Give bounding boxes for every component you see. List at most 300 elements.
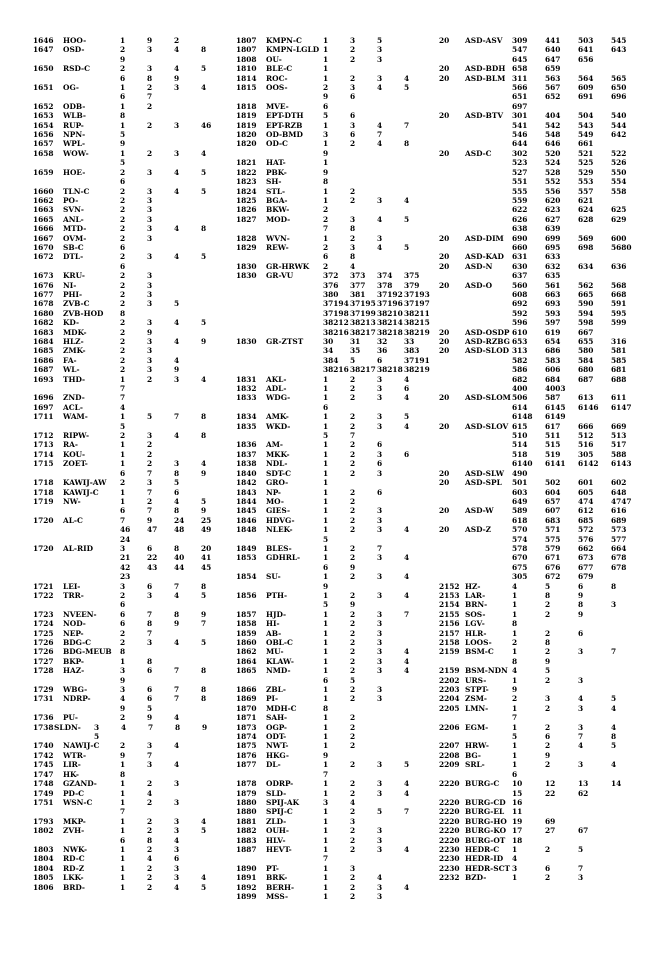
entry-code: 2207 [439,741,460,751]
entry-value: 2 [350,54,356,64]
value-row [512,328,611,337]
value-row [512,854,545,863]
entry-name: ASD-SLOM [465,393,511,403]
entry-value: 572 [578,525,594,535]
entry-name: PU- [63,713,78,723]
entry-value: 3 [377,844,383,854]
entry-name: BSM-NDN [465,666,508,676]
entry-value: 554 [611,177,627,187]
index-entry [236,422,432,441]
entry-value: 667 [578,327,594,337]
index-entry [33,741,229,750]
entry-value: 3 [377,891,383,901]
entry-value: 578 [512,543,528,553]
entry-name: BRN- [465,600,488,610]
entry-value: 2 [323,261,329,271]
entry-code: 1678 [33,299,54,309]
entry-code: 1890 [236,863,257,873]
entry-value: 3 [377,449,383,459]
entry-value: 1 [323,45,329,55]
entry-value: 3 [578,703,584,713]
entry-value: 6147 [611,402,632,412]
entry-value: 5 [201,252,207,262]
entry-value: 2 [350,722,356,732]
entry-code: 1827 [236,214,257,224]
value-row [323,779,431,788]
entry-code: 1815 [236,83,257,93]
entry-values [323,666,431,685]
entry-values [512,478,644,506]
entry-value: 5 [350,355,356,365]
entry-value: 2 [350,609,356,619]
index-entry [236,883,432,892]
index-entry [439,610,649,619]
entry-name: HRW- [465,741,489,751]
index-entry [33,883,229,892]
index-entry [33,403,229,412]
entry-value: 563 [545,73,561,83]
entry-code: 1814 [236,73,257,83]
entry-value: 38216 [323,365,349,375]
value-row [512,572,644,581]
index-entry [33,346,229,355]
value-row [120,64,228,73]
value-row [512,676,611,685]
entry-value: 6 [377,487,383,497]
entry-value: 2 [545,647,551,657]
entry-value: 640 [545,45,561,55]
entry-value: 501 [512,478,528,488]
entry-value: 5 [545,581,551,591]
value-row [323,732,377,741]
entry-code: 1846 [236,515,257,525]
entry-value: 38219 [404,365,430,375]
entry-value: 22 [545,788,556,798]
entry-values [323,393,431,412]
entry-value: 5 [174,299,180,309]
entry-value: 9 [120,703,126,713]
entry-name: BURG-OT [465,835,506,845]
entry-value: 648 [611,487,627,497]
entry-value: 568 [611,280,627,290]
entry-value: 3 [377,515,383,525]
entry-name: ASD-Z [465,525,492,535]
entry-value: 4 [404,656,410,666]
value-row [323,676,431,685]
value-row [323,215,431,224]
index-entry [439,741,649,750]
entry-name: HI- [266,619,280,629]
entry-value: 1 [323,638,329,647]
entry-value: 649 [512,496,528,506]
entry-code: 1687 [33,365,54,375]
entry-code: 1685 [33,346,54,356]
value-row [323,375,431,384]
value-row [120,45,228,54]
entry-value: 9 [147,713,153,723]
entry-value: 668 [611,289,627,299]
entry-value: 625 [611,205,627,215]
entry-value: 587 [545,393,561,403]
entry-code: 1870 [236,703,257,713]
entry-value: 6149 [545,412,566,422]
entry-name: SLDN- [54,722,81,732]
entry-value: 5 [545,666,551,676]
entry-value: 2 [545,873,551,883]
entry-value: 4 [404,590,410,600]
entry-value: 618 [512,515,528,525]
entry-value: 7 [147,609,153,619]
entry-value: 490 [512,468,528,478]
value-row [120,582,228,591]
value-row [120,553,228,562]
value-row [120,798,201,807]
entry-value: 2 [147,440,153,450]
entry-name: GDHRL- [266,553,301,563]
entry-value: 614 [512,402,528,412]
entry-values [512,591,611,600]
entry-value: 2 [147,826,153,836]
entry-values [512,807,545,816]
entry-code: 1843 [236,487,257,497]
entry-name: HOE- [63,167,86,177]
index-entry [33,36,229,45]
entry-values [120,187,228,196]
entry-value: 3 [147,280,153,290]
value-row [512,346,644,355]
entry-value: 7 [174,666,180,676]
entry-code: 1665 [33,214,54,224]
entry-value: 3 [147,355,153,365]
entry-value: 502 [545,478,561,488]
entry-value: 2 [350,459,356,469]
entry-name: NI- [63,280,77,290]
value-row [120,356,201,365]
entry-code: 1711 [33,412,54,422]
value-row [323,281,431,290]
entry-code: 20 [439,73,450,83]
entry-name: KRU- [63,271,85,281]
index-entry [236,262,432,271]
entry-value: 553 [578,177,594,187]
entry-name: BURG-EL [465,807,505,817]
index-entry [236,384,432,393]
entry-name: MVE- [266,101,289,111]
index-entry [236,525,432,544]
entry-values [323,102,350,111]
entry-code: 1660 [33,186,54,196]
entry-value: 588 [611,449,627,459]
entry-value: 627 [545,214,561,224]
entry-value: 1 [120,449,126,459]
entry-value: 4 [174,252,180,262]
entry-code: 1726 [33,647,54,657]
entry-values [120,826,228,845]
entry-value: 8 [350,252,356,262]
value-row [323,619,404,628]
entry-value: 9 [120,54,126,64]
index-entry [33,647,229,656]
entry-name: WDG- [266,393,291,403]
entry-name: HEDR-C [465,844,500,854]
entry-value: 37193 [404,289,430,299]
entry-value: 669 [611,421,627,431]
value-row [120,770,147,779]
index-entry [236,55,432,64]
entry-code: 1713 [33,440,54,450]
entry-value: 5 [147,412,153,422]
index-entry [236,807,432,816]
entry-value: 3 [377,506,383,516]
value-row [512,600,644,609]
entry-value: 1 [120,374,126,384]
entry-value: 4 [578,694,584,704]
index-entry [439,779,649,798]
entry-value: 8 [120,647,126,657]
entry-value: 515 [545,440,561,450]
index-entry [439,798,649,807]
entry-value: 4 [512,854,518,864]
entry-code: 1856 [236,590,257,600]
index-entry [236,544,432,553]
entry-value: 3 [377,685,383,695]
entry-value: 4747 [611,496,632,506]
entry-value: 513 [611,431,627,441]
entry-value: 2 [350,835,356,845]
entry-code: 1720 [33,515,54,525]
value-row [120,74,228,83]
entry-value: 7 [147,487,153,497]
index-entry [236,196,432,205]
entry-name: NAWIJ-C [63,741,100,751]
entry-value: 3 [377,525,383,535]
entry-value: 5 [201,590,207,600]
entry-value: 1 [323,374,329,384]
entry-value: 7 [578,732,584,742]
entry-value: 631 [512,252,528,262]
entry-name: OD-BMD [266,130,303,140]
entry-value: 9 [201,506,207,516]
entry-values [120,309,147,318]
entry-values [120,121,228,130]
index-entry [439,629,649,638]
entry-value: 6 [350,111,356,121]
index-entry [439,676,649,685]
entry-value: 3 [578,873,584,883]
entry-value: 2 [350,779,356,789]
entry-value: 602 [611,478,627,488]
entry-name: NVEEN- [63,609,97,619]
entry-name: ASD-BLM [465,73,506,83]
entry-code: 1821 [236,158,257,168]
entry-value: 31 [350,337,361,346]
entry-value: 1 [323,891,329,901]
value-row [323,102,350,111]
value-row [323,450,431,459]
entry-name: MSS- [266,891,289,901]
index-entry [33,337,229,346]
entry-name: RD-C [63,854,85,864]
entry-name: MO- [266,496,284,506]
entry-code: 1819 [236,111,257,121]
entry-values [512,666,578,675]
entry-value: 27 [545,826,556,836]
index-entry [439,845,649,854]
entry-value: 624 [578,205,594,215]
value-row [512,234,644,243]
entry-value: 613 [578,393,594,403]
entry-value: 9 [350,600,356,610]
entry-value: 7 [323,854,329,864]
entry-value: 645 [512,54,528,64]
value-row [120,55,228,64]
index-entry [439,234,649,253]
entry-value: 1 [323,186,329,196]
value-row [512,121,644,130]
entry-values [323,883,431,892]
value-row [120,271,174,280]
entry-value: 6 [147,666,153,676]
entry-values [512,741,644,750]
entry-value: 620 [545,195,561,205]
entry-code: 1748 [33,779,54,789]
entry-name: NDRP- [63,694,91,704]
entry-code: 1651 [33,83,54,93]
entry-code: 20 [439,280,450,290]
entry-value: 9 [323,581,329,591]
entry-value: 2 [350,656,356,666]
index-entry [236,713,432,722]
entry-value: 666 [578,421,594,431]
entry-value: 2 [545,600,551,610]
entry-value: 1 [120,412,126,422]
entry-code: 1740 [33,741,54,751]
index-entry [439,666,649,675]
entry-value: 6 [545,732,551,742]
entry-values [323,488,404,497]
index-entry [236,572,432,591]
entry-value: 2 [120,45,126,55]
entry-code: 1663 [33,205,54,215]
value-row [323,440,404,449]
value-row [512,271,644,280]
entry-code: 20 [439,233,450,243]
entry-value: 1 [323,609,329,619]
entry-value: 6 [120,73,126,83]
entry-code: 1682 [33,318,54,328]
entry-value: 2 [350,553,356,563]
entry-value: 3 [377,374,383,384]
entry-value: 3 [350,863,356,873]
entry-value: 1 [323,440,329,450]
entry-values [512,600,644,609]
entry-name: EPT-RZB [266,120,303,130]
value-row [512,55,644,64]
entry-value: 1 [323,459,329,469]
index-entry [33,205,229,214]
entry-values [323,111,377,120]
entry-code: 2204 [439,694,460,704]
index-entry [33,271,229,280]
entry-code: 1686 [33,355,54,365]
entry-value: 3 [350,242,356,252]
entry-value: 7 [404,609,410,619]
entry-value: 5 [201,826,207,836]
value-row [120,224,228,233]
entry-values [120,412,228,431]
entry-value: 681 [611,365,627,375]
index-entry [33,234,229,243]
value-row [512,243,644,252]
entry-code: 1726 [33,638,54,647]
entry-value: 9 [201,468,207,478]
entry-value: 373 [350,271,366,281]
entry-value: 688 [611,374,627,384]
entry-values [512,826,611,835]
entry-code: 2202 [439,675,460,685]
entry-code: 1659 [33,167,54,177]
entry-code: 1819 [236,120,257,130]
entry-name: ZMK- [63,346,86,356]
value-row [512,64,578,73]
entry-value: 7 [147,468,153,478]
index-entry [236,234,432,243]
entry-values [323,647,431,656]
index-entry [439,638,649,647]
entry-value: 3 [120,543,126,553]
entry-value: 1 [323,158,329,168]
entry-name: MDK- [63,327,87,337]
entry-value: 2 [120,741,126,751]
entry-name: PBK- [266,167,287,177]
value-row [323,318,431,327]
entry-name: RSD-C [63,64,90,74]
index-entry [33,328,229,337]
value-row [323,262,377,271]
entry-value: 67 [578,826,589,836]
entry-name: OUH- [266,826,289,836]
entry-code: 1723 [33,609,54,619]
entry-values [120,365,201,374]
entry-value: 506 [512,393,528,403]
entry-value: 2 [350,139,356,149]
entry-value: 2 [120,355,126,365]
entry-code: 1724 [33,619,54,629]
value-row [512,375,644,384]
value-row [323,356,431,365]
entry-value: 3 [147,478,153,488]
entry-values [512,506,644,525]
index-entry [33,393,229,402]
entry-code: 1883 [236,835,257,845]
value-row [120,375,228,384]
entry-values [512,337,644,346]
index-entry [439,506,649,525]
index-entry [33,102,229,111]
entry-value: 22 [147,553,158,563]
entry-value: 8 [174,506,180,516]
entry-value: 9 [147,515,153,525]
entry-value: 4 [121,722,127,732]
value-row [512,139,644,148]
entry-name: BKW- [266,205,290,215]
entry-value: 635 [545,271,561,281]
entry-name: RIPW- [63,431,90,441]
value-row [323,704,350,713]
entry-values [512,798,545,807]
entry-value: 38212 [323,318,349,328]
entry-values [323,845,431,864]
